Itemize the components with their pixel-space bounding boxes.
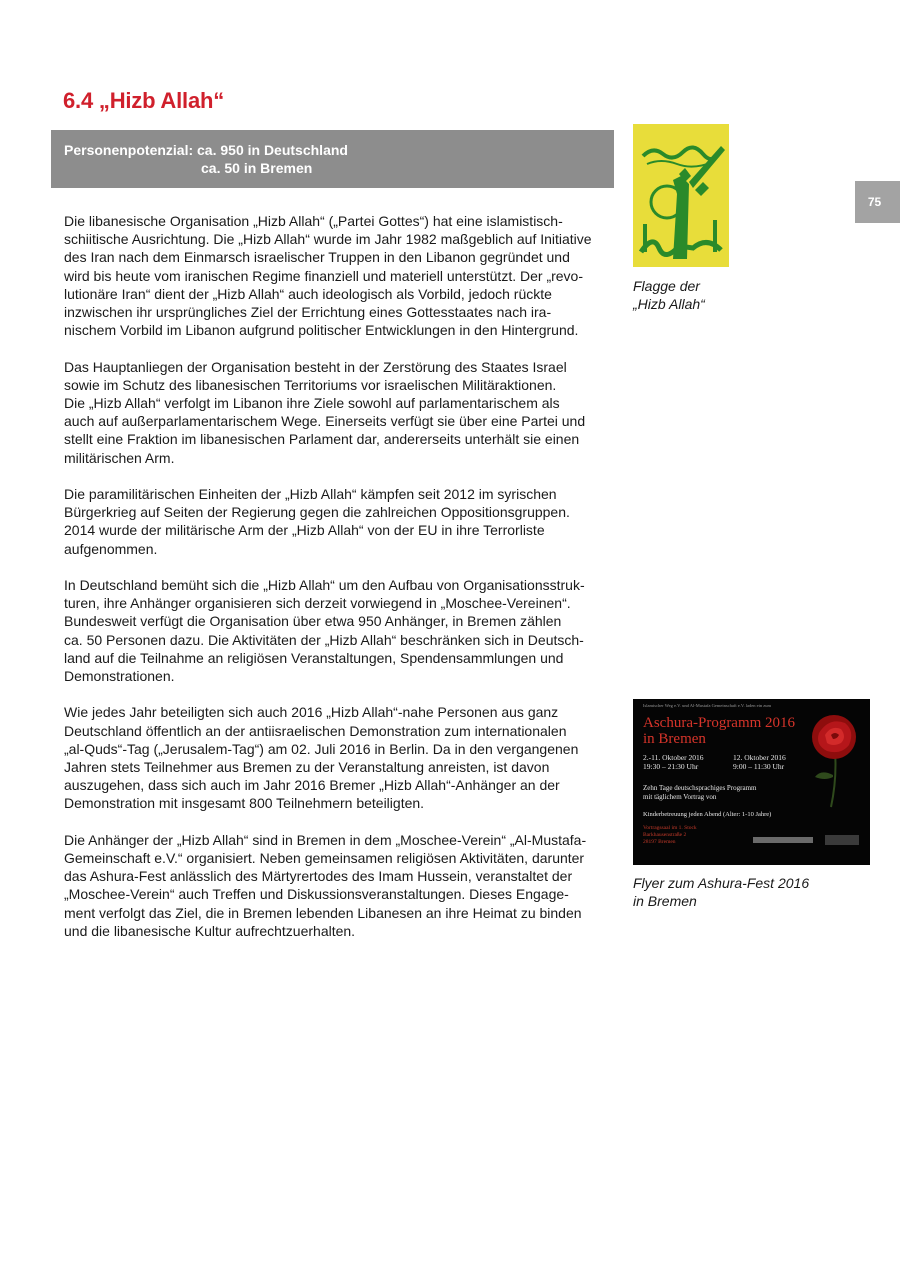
- paragraph: Die Anhänger der „Hizb Allah“ sind in Bremen in dem „Moschee-Verein“ „Al-Mustafa- Gemeinschaft e.V.“ organisiert. Neben gemeinsamen religiösen Aktivitäten, darunter das Ashura-Fest anlässlich des Märtyrertodes des Imam Hussein, veranstaltet der „Moschee-Verein“ auch Treffen und Diskussionsveranstaltungen. Dieses Engage- ment verfolgt das Ziel, die in Bremen lebenden Libanesen an ihre Heimat zu binden und die libanesische Kultur aufrechtzuerhalten.: [64, 831, 587, 939]
- paragraph: Das Hauptanliegen der Organisation besteht in der Zerstörung des Staates Israel sowie im Schutz des libanesischen Territoriums vor israelischen Militäraktionen. Die „Hizb Allah“ verfolgt im Libanon ihre Ziele sowohl auf parlamentarischem als auch auf außerparlamentarischem Wege. Einerseits verfügt sie über eine Partei und stellt eine Fraktion im libanesischen Parlament dar, andererseits unterhält sie einen militärischen Arm.: [64, 358, 586, 466]
- flyer-header: Islamischer Weg e.V. und Al-Mustafa Gemeinschaft e.V. laden ein zum: [643, 703, 771, 708]
- ashura-flyer-image: [633, 699, 870, 865]
- flyer-caption: Flyer zum Ashura-Fest 2016 in Bremen: [633, 875, 810, 909]
- potential-line-bremen: ca. 50 in Bremen: [201, 160, 313, 176]
- flyer-address: Vortragssaal im 1. Stock Barkhausenstraße 2 28197 Bremen: [643, 825, 697, 845]
- flyer-logo-mark: [825, 835, 859, 845]
- flyer-description: Zehn Tage deutschsprachiges Programm mit täglichem Vortrag von: [643, 784, 757, 801]
- flyer-dates-main: 2.-11. Oktober 2016 19:30 – 21:30 Uhr: [643, 753, 704, 771]
- paragraph: In Deutschland bemüht sich die „Hizb Allah“ um den Aufbau von Organisationsstruk- turen, ihre Anhänger organisieren sich derzeit vorwiegend in „Moschee-Vereinen“. Bundesweit verfügt die Organisation über etwa 950 Anhänger, in Bremen zählen ca. 50 Personen dazu. Die Aktivitäten der „Hizb Allah“ beschränken sich in Deutsch- land auf die Teilnahme an religiösen Veranstaltungen, Spendensammlungen und Demonstrationen.: [64, 577, 585, 685]
- hizb-allah-flag-image: [633, 124, 729, 267]
- flyer-logo-strip: [753, 837, 813, 843]
- rose-icon: [801, 709, 867, 809]
- potential-line-germany: Personenpotenzial: ca. 950 in Deutschland: [64, 142, 348, 158]
- personenpotenzial-box: [51, 130, 614, 188]
- paragraph: Die paramilitärischen Einheiten der „Hizb Allah“ kämpfen seit 2012 im syrischen Bürgerkrieg auf Seiten der Regierung gegen die zahlreichen Oppositionsgruppen. 2014 wurde der militärische Arm der „Hizb Allah“ von der EU in ihre Terrorliste aufgenommen.: [64, 486, 570, 557]
- flag-emblem-icon: [633, 124, 729, 267]
- paragraph: Wie jedes Jahr beteiligten sich auch 2016 „Hizb Allah“-nahe Personen aus ganz Deutschland öffentlich an der antiisraelischen Demonstration zum internationalen „al-Quds“-Tag („Jerusalem-Tag“) am 02. Juli 2016 in Berlin. Da in den vergangenen Jahren stets Teilnehmer aus Bremen zu der Veranstaltung anreisten, ist davon auszugehen, dass sich auch im Jahr 2016 Bremer „Hizb Allah“-Anhänger an der Demonstration mit insgesamt 800 Teilnehmern beteiligten.: [64, 704, 579, 812]
- flag-caption: Flagge der „Hizb Allah“: [633, 278, 705, 312]
- flyer-dates-final: 12. Oktober 2016 9:00 – 11:30 Uhr: [733, 753, 786, 771]
- flyer-childcare: Kinderbetreuung jeden Abend (Alter: 1-10 Jahre): [643, 811, 772, 818]
- page-number-tab: 75: [855, 181, 900, 223]
- flyer-title: Aschura-Programm 2016 in Bremen: [643, 715, 796, 747]
- section-heading: 6.4 „Hizb Allah“: [63, 88, 225, 113]
- paragraph: Die libanesische Organisation „Hizb Allah“ („Partei Gottes“) hat eine islamistisch- schiitische Ausrichtung. Die „Hizb Allah“ wurde im Jahr 1982 maßgeblich auf Initiative des Iran nach dem Einmarsch israelischer Truppen in den Libanon gegründet und wird bis heute vom iranischen Regime finanziell und materiell unterstützt. Der „revo- lutionäre Iran“ dient der „Hizb Allah“ auch ideologisch als Vorbild, jedoch rückte inzwischen ihr ursprüngliches Ziel der Errichtung eines Gottesstaates nach ira- nischem Vorbild im Libanon aufgrund politischer Entwicklungen in den Hintergrund.: [64, 213, 592, 339]
- body-text: [64, 212, 609, 958]
